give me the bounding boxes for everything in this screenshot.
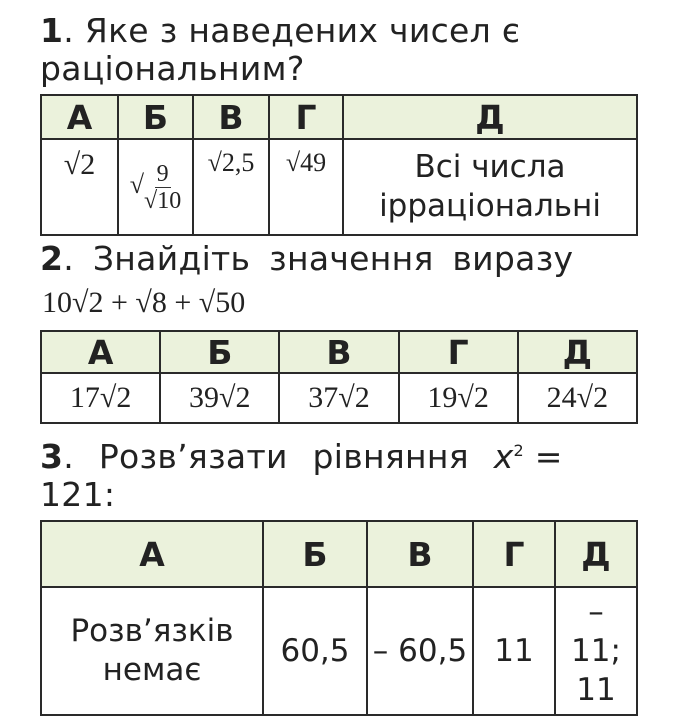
question-3 <box>40 432 640 514</box>
header-a: А <box>41 521 263 587</box>
answer-d-value: √49 <box>285 148 327 177</box>
answer-b <box>118 139 193 235</box>
answer-c <box>193 139 269 235</box>
answer-e-value: – 11; 11 <box>571 593 621 708</box>
answer-b-numerator: 9 <box>156 160 169 187</box>
question-1 <box>40 12 640 88</box>
header-e: Д <box>343 95 637 139</box>
answer-a <box>41 587 263 715</box>
answer-b <box>160 373 279 423</box>
header-b: Б <box>160 331 279 373</box>
header-a: А <box>41 95 118 139</box>
answer-e-value: Всі числа ірраціональні <box>379 149 601 224</box>
answer-c-value: √2,5 <box>207 148 255 177</box>
header-e: Д <box>518 331 637 373</box>
answer-c-value: – 60,5 <box>372 632 468 669</box>
answer-table-3 <box>40 520 638 716</box>
answer-d <box>399 373 518 423</box>
answer-a-value: √2 <box>63 148 96 181</box>
expression: 10√2 + √8 + √50 <box>42 286 246 319</box>
answer-e <box>555 587 637 715</box>
answer-d-value: 19√2 <box>427 381 489 414</box>
answer-d <box>473 587 555 715</box>
answer-table-1 <box>40 94 638 236</box>
answer-a-value: Розв’язків немає <box>70 613 234 688</box>
header-c: В <box>367 521 473 587</box>
question-3-text-before: . Розв’язати рівняння <box>63 437 494 476</box>
answer-c <box>367 587 473 715</box>
answer-e <box>343 139 637 235</box>
header-b: Б <box>118 95 193 139</box>
header-d: Г <box>473 521 555 587</box>
answer-d <box>269 139 343 235</box>
question-2-text: . Знайдіть значення виразу <box>63 239 574 278</box>
answer-b-fraction <box>144 161 181 214</box>
answer-e-value: 24√2 <box>546 381 609 414</box>
question-1-number: 1 <box>40 11 64 50</box>
answer-c-value: 37√2 <box>308 381 370 414</box>
question-1-text: . Яке з наведених чисел є раціональним? <box>40 11 521 88</box>
answer-a <box>41 373 160 423</box>
question-3-text-after: = 121: <box>40 437 563 514</box>
header-d: Г <box>399 331 518 373</box>
answer-b-denominator: √10 <box>144 187 182 214</box>
header-e: Д <box>555 521 637 587</box>
answer-c <box>279 373 398 423</box>
answer-table-2 <box>40 330 638 424</box>
answer-b <box>263 587 367 715</box>
question-3-variable: x <box>493 437 514 476</box>
header-b: Б <box>263 521 367 587</box>
answer-a <box>41 139 118 235</box>
answer-b-value: 60,5 <box>280 632 350 669</box>
answer-d-value: 11 <box>494 632 534 669</box>
header-c: В <box>279 331 398 373</box>
answer-e <box>518 373 637 423</box>
question-2 <box>40 240 573 278</box>
header-c: В <box>193 95 269 139</box>
header-d: Г <box>269 95 343 139</box>
answer-b-root: √ <box>129 169 145 199</box>
question-3-exponent: 2 <box>513 441 525 460</box>
question-2-number: 2 <box>40 239 64 278</box>
question-3-number: 3 <box>40 437 64 476</box>
header-a: А <box>41 331 160 373</box>
answer-a-value: 17√2 <box>69 381 132 414</box>
answer-b-value: 39√2 <box>189 381 251 414</box>
